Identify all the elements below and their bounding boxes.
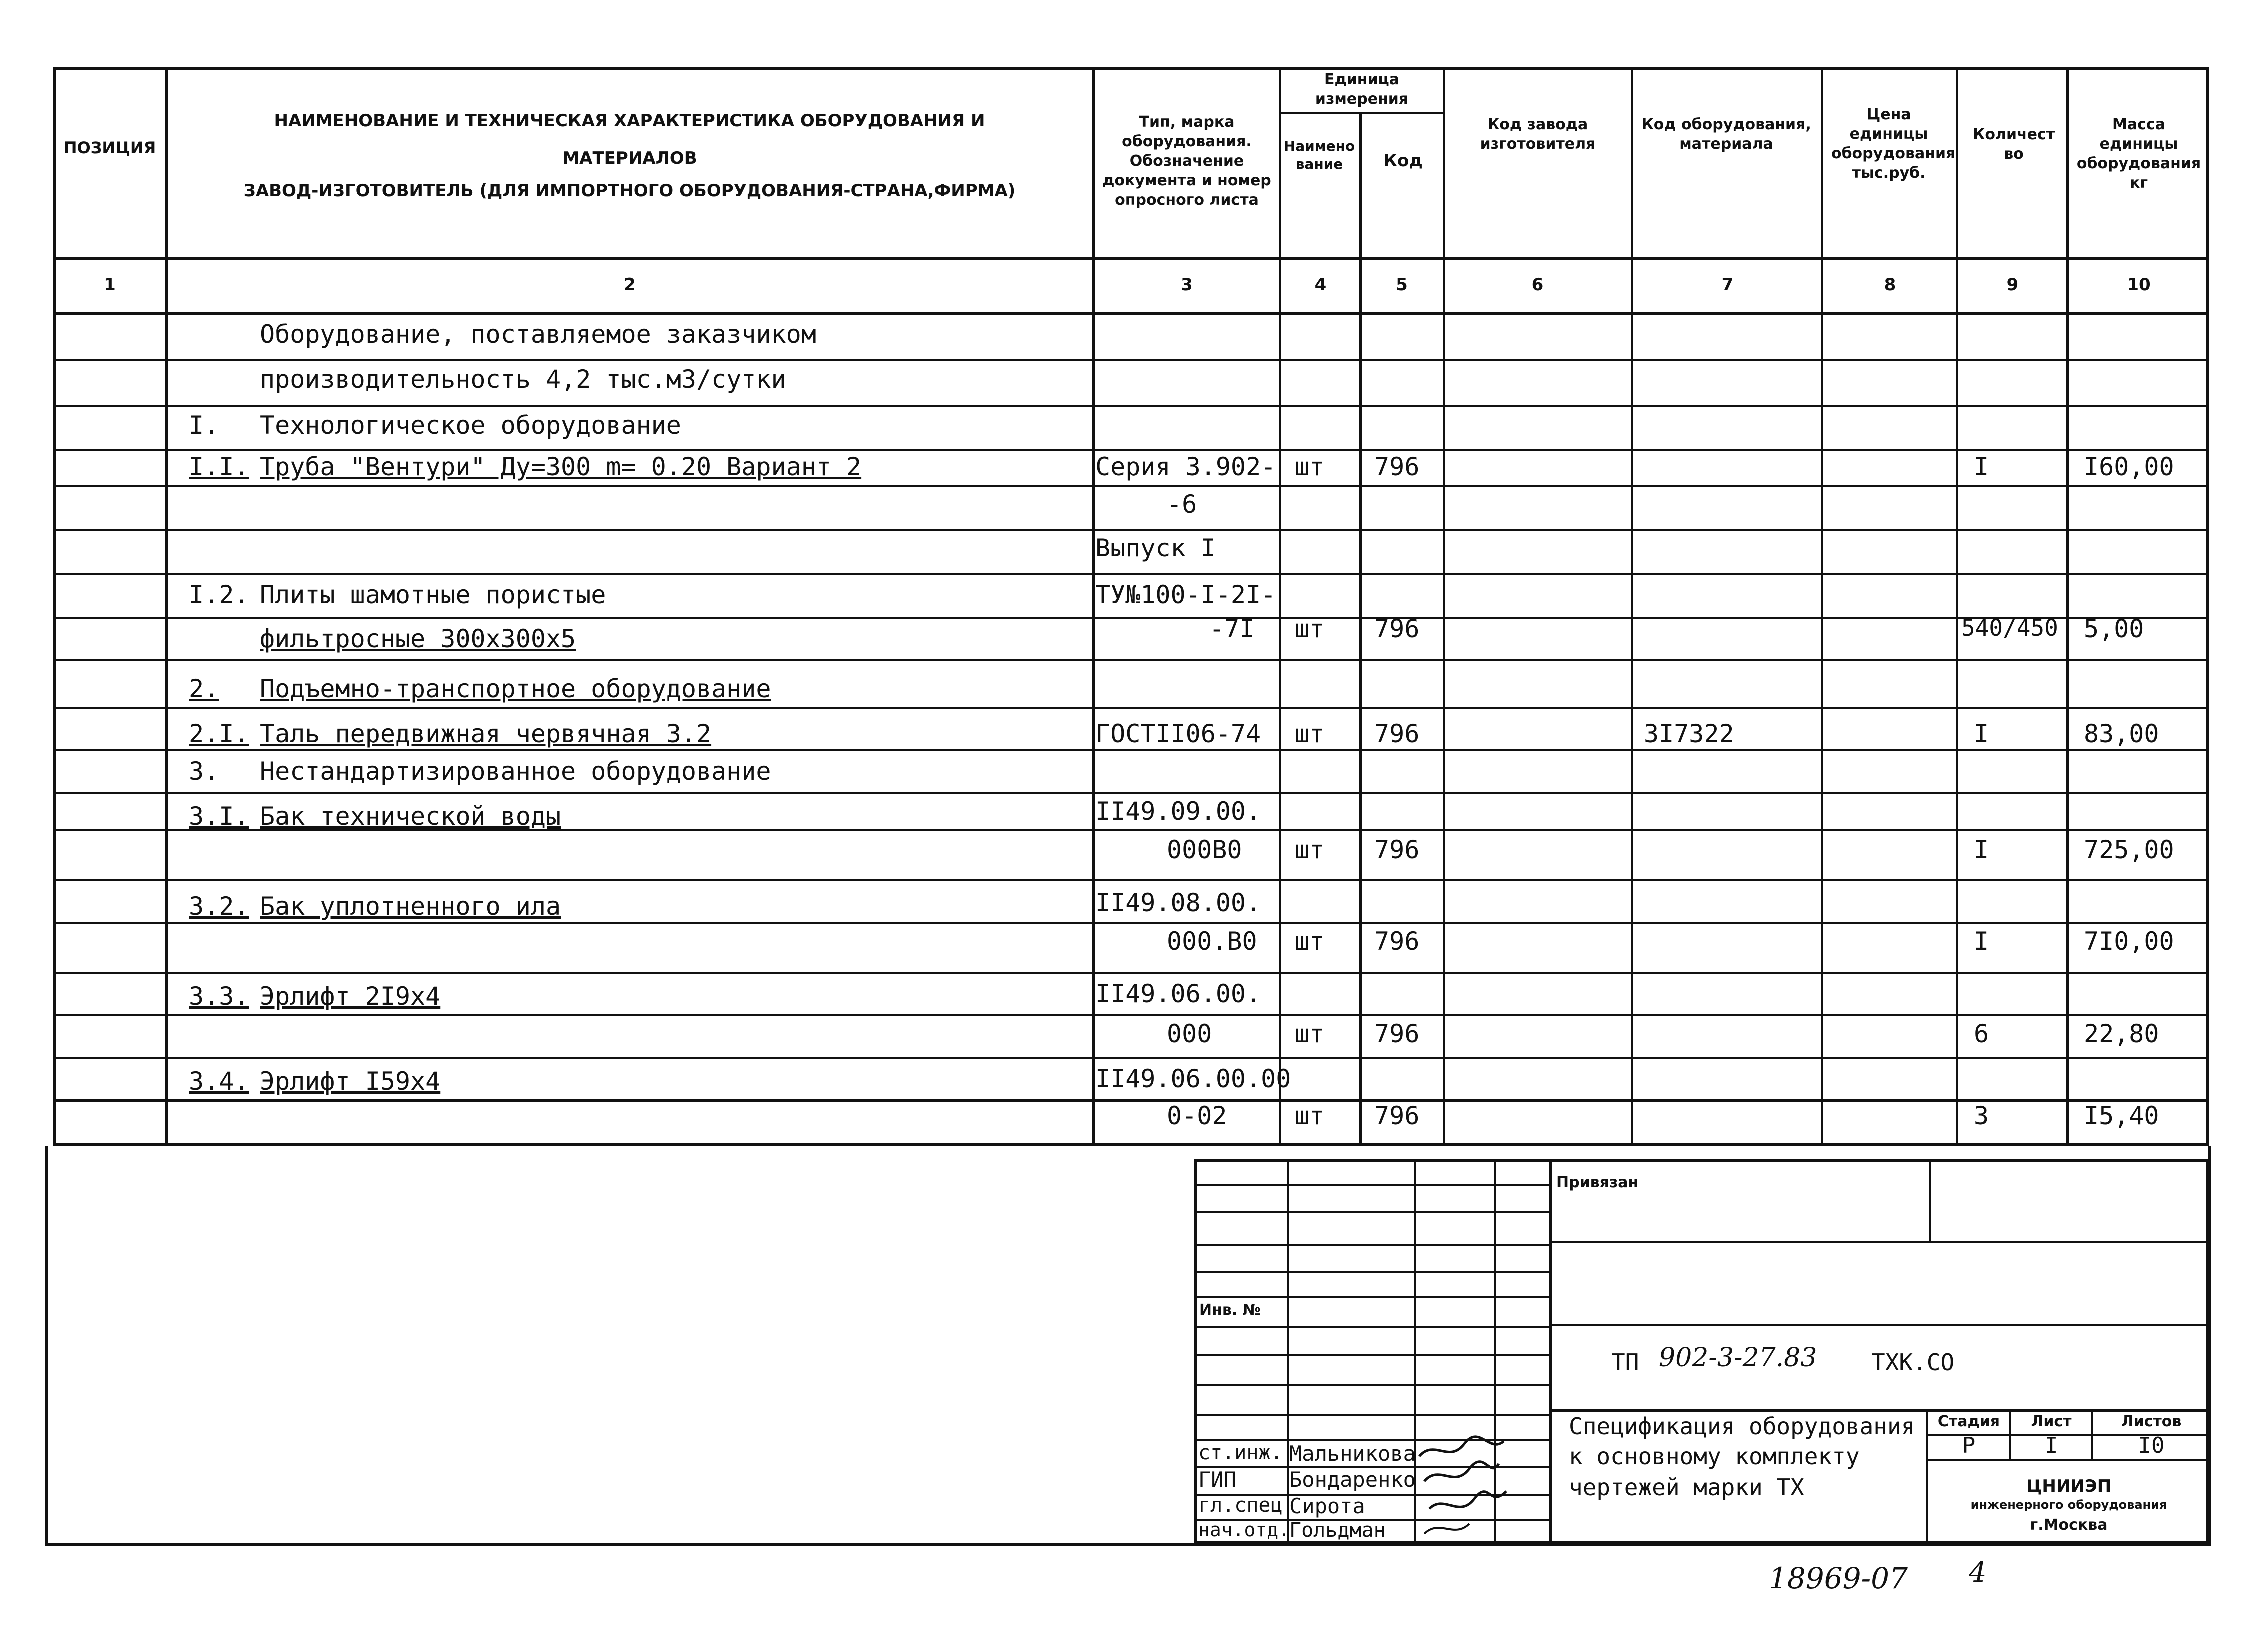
- item-unit-code: 796: [1374, 835, 1420, 864]
- stamp-line: [1194, 1271, 1549, 1273]
- item-position: 3.I.: [189, 802, 249, 831]
- item-quantity: I: [1974, 927, 1989, 956]
- stamp-line: [1926, 1409, 1928, 1544]
- col-line-8: [1956, 67, 1958, 1146]
- sheets-value: I0: [2138, 1433, 2165, 1458]
- item-type: II49.08.00.: [1095, 888, 1261, 917]
- item-type: ГОСТII06-74: [1095, 719, 1261, 748]
- item-type: -7I: [1209, 614, 1255, 643]
- header-bottom-line: [53, 257, 2209, 260]
- col8-header: Цена единицы оборудования тыс.руб.: [1831, 106, 1956, 182]
- item-name: Труба "Вентури" Ду=300 m= 0.20 Вариант 2: [260, 452, 862, 481]
- signature-2: [1424, 1462, 1499, 1481]
- item-name: Бак уплотненного ила: [260, 892, 561, 921]
- row-line: [53, 749, 2209, 751]
- col-number: 8: [1884, 275, 1896, 295]
- doc-number: 902-3-27.83: [1659, 1343, 1817, 1373]
- stage-value: Р: [1962, 1433, 1976, 1458]
- col6-header: Код завода изготовителя: [1480, 116, 1596, 153]
- person-name: Бондаренко: [1289, 1467, 1416, 1492]
- row-line: [53, 449, 2209, 451]
- item-position: 2.I.: [189, 719, 249, 748]
- item-position: 3.: [189, 757, 219, 786]
- row-line: [53, 573, 2209, 575]
- row-line: [53, 879, 2209, 881]
- page-number: 4: [1969, 1556, 1987, 1589]
- item-unit: шт: [1294, 452, 1325, 481]
- item-type: II49.09.00.: [1095, 797, 1261, 826]
- item-unit-code: 796: [1374, 452, 1420, 481]
- title-line1: Спецификация оборудования: [1569, 1413, 1915, 1440]
- item-position: I.2.: [189, 580, 249, 609]
- col-number: 5: [1396, 275, 1408, 295]
- doc-code: ТП: [1611, 1349, 1639, 1376]
- item-position: 3.2.: [189, 892, 249, 921]
- title-line3: чертежей марки ТХ: [1569, 1474, 1804, 1501]
- item-mass: 22,80: [2084, 1019, 2159, 1048]
- col2-header-line1: НАИМЕНОВАНИЕ И ТЕХНИЧЕСКАЯ ХАРАКТЕРИСТИКА ОБОРУДОВАНИЯ И: [274, 111, 985, 131]
- item-name: Оборудование, поставляемое заказчиком: [260, 320, 816, 349]
- stamp-line: [1549, 1409, 2209, 1412]
- stamp-line: [1194, 1244, 1549, 1246]
- item-mass: I5,40: [2084, 1101, 2159, 1130]
- archive-number: 18969-07: [1769, 1561, 1908, 1595]
- item-mass: 7I0,00: [2084, 927, 2174, 956]
- item-unit: шт: [1294, 927, 1325, 956]
- item-name: Технологическое оборудование: [260, 411, 681, 440]
- item-unit-code: 796: [1374, 1101, 1420, 1130]
- item-type: II49.06.00.: [1095, 979, 1261, 1008]
- item-position: 3.3.: [189, 982, 249, 1011]
- stamp-line: [1926, 1459, 2209, 1461]
- item-unit: шт: [1294, 1101, 1325, 1130]
- item-name: Эрлифт 2I9x4: [260, 982, 441, 1011]
- row-line: [53, 529, 2209, 531]
- item-quantity: I: [1974, 452, 1989, 481]
- org-line1: ЦНИИЭП: [2026, 1476, 2112, 1496]
- item-unit: шт: [1294, 614, 1325, 643]
- sheet-value: I: [2044, 1433, 2058, 1458]
- col-number: 1: [104, 275, 116, 295]
- item-type: 000B0: [1167, 835, 1242, 864]
- item-unit-code: 796: [1374, 719, 1420, 748]
- row-line: [53, 405, 2209, 407]
- person-role: нач.отд.: [1198, 1519, 1290, 1541]
- signature-1: [1419, 1437, 1504, 1456]
- col5-header: Код: [1383, 151, 1423, 171]
- col1-header: ПОЗИЦИЯ: [63, 138, 156, 157]
- item-position: I.: [189, 411, 219, 440]
- col-line-6: [1631, 67, 1633, 1146]
- inventory-label: Инв. №: [1199, 1301, 1261, 1319]
- item-type: -6: [1167, 490, 1197, 519]
- stamp-line: [1287, 1159, 1289, 1544]
- item-name: Бак технической воды: [260, 802, 561, 831]
- item-type: ТУ№100-I-2I-: [1095, 580, 1276, 609]
- row-line: [53, 922, 2209, 924]
- col4-header: Наименование: [1283, 138, 1355, 173]
- stamp-line: [1549, 1159, 1552, 1544]
- stamp-line: [1194, 1384, 1549, 1386]
- col-line-7: [1821, 67, 1823, 1146]
- col-line-4: [1359, 112, 1362, 1146]
- col3-header: Тип, марка оборудования. Обозначение документа и номер опросного листа: [1102, 113, 1271, 209]
- privyazan-label: Привязан: [1556, 1174, 1639, 1191]
- sheets-label: Листов: [2121, 1413, 2182, 1430]
- doc-suffix: ТХК.СО: [1871, 1349, 1955, 1376]
- row-line: [53, 659, 2209, 661]
- row-line: [53, 359, 2209, 361]
- stamp-line: [1194, 1354, 1549, 1356]
- item-quantity: I: [1974, 835, 1989, 864]
- row-line: [53, 1057, 2209, 1059]
- item-quantity: 3: [1974, 1101, 1989, 1130]
- col-line-1: [165, 67, 168, 1146]
- org-line3: г.Москва: [2030, 1516, 2108, 1534]
- col-line-5: [1443, 67, 1445, 1146]
- item-name: фильтросные 300x300x5: [260, 624, 576, 653]
- row-line: [53, 972, 2209, 974]
- stamp-line: [1549, 1241, 2209, 1243]
- item-quantity: I: [1974, 719, 1989, 748]
- item-type: 000.B0: [1167, 927, 1257, 956]
- col-number: 7: [1721, 275, 1734, 295]
- person-name: Сирота: [1289, 1494, 1365, 1518]
- col-number: 2: [624, 275, 636, 295]
- item-unit: шт: [1294, 835, 1325, 864]
- item-type: II49.06.00.00: [1095, 1064, 1291, 1093]
- item-type: 0-02: [1167, 1101, 1227, 1130]
- item-unit: шт: [1294, 1019, 1325, 1048]
- item-mass: I60,00: [2084, 452, 2174, 481]
- item-name: Подъемно-транспортное оборудование: [260, 674, 771, 703]
- col2-header-line3: ЗАВОД-ИЗГОТОВИТЕЛЬ (ДЛЯ ИМПОРТНОГО ОБОРУДОВАНИЯ-СТРАНА,ФИРМА): [243, 181, 1016, 201]
- stamp-line: [1194, 1184, 1549, 1186]
- item-position: I.I.: [189, 452, 249, 481]
- item-unit-code: 796: [1374, 614, 1420, 643]
- org-line2: инженерного оборудования: [1970, 1498, 2167, 1512]
- item-unit: шт: [1294, 719, 1325, 748]
- col-line-2: [1092, 67, 1095, 1146]
- col7-header: Код оборудования, материала: [1641, 116, 1811, 153]
- item-unit-code: 796: [1374, 927, 1420, 956]
- row-line: [53, 617, 2209, 619]
- item-type: Серия 3.902-: [1095, 452, 1276, 481]
- item-position: 3.4.: [189, 1067, 249, 1096]
- item-name: производительность 4,2 тыс.м3/сутки: [260, 365, 786, 394]
- col-number: 4: [1314, 275, 1327, 295]
- col-number: 10: [2127, 275, 2151, 295]
- stamp-line: [1194, 1414, 1549, 1416]
- person-role: гл.спец: [1198, 1494, 1283, 1517]
- item-quantity: 540/450: [1961, 614, 2058, 641]
- sheet-label: Лист: [2031, 1413, 2072, 1430]
- stamp-line: [1549, 1324, 2209, 1326]
- title-line2: к основному комплекту: [1569, 1443, 1860, 1470]
- col-number: 9: [2006, 275, 2019, 295]
- col9-header: Количество: [1972, 126, 2055, 163]
- item-mass: 725,00: [2084, 835, 2174, 864]
- person-name: Мальникова: [1289, 1441, 1416, 1466]
- person-role: ГИП: [1198, 1467, 1236, 1492]
- item-name: Эрлифт I59x4: [260, 1067, 441, 1096]
- item-equipment-code: 3I7322: [1644, 719, 1734, 748]
- unit-group-header: Единица измерения: [1315, 71, 1409, 108]
- person-name: Гольдман: [1289, 1519, 1386, 1542]
- col2-header-line2: МАТЕРИАЛОВ: [562, 148, 697, 168]
- col10-header: Масса единицы оборудования кг: [2076, 116, 2201, 192]
- item-name: Нестандартизированное оборудование: [260, 757, 771, 786]
- item-type: Выпуск I: [1095, 534, 1216, 562]
- item-name: Плиты шамотные пористые: [260, 580, 606, 609]
- row-line: [53, 707, 2209, 709]
- item-position: 2.: [189, 674, 219, 703]
- item-quantity: 6: [1974, 1019, 1989, 1048]
- item-unit-code: 796: [1374, 1019, 1420, 1048]
- item-type: 000: [1167, 1019, 1212, 1048]
- stage-label: Стадия: [1937, 1413, 2000, 1430]
- row-line: [53, 485, 2209, 487]
- person-role: ст.инж.: [1198, 1441, 1283, 1464]
- stamp-line: [1929, 1159, 1931, 1241]
- col-number: 3: [1181, 275, 1193, 295]
- number-row-line: [53, 312, 2209, 315]
- item-mass: 83,00: [2084, 719, 2159, 748]
- col-number: 6: [1531, 275, 1544, 295]
- stamp-line: [1194, 1296, 1549, 1298]
- stamp-line: [1194, 1326, 1549, 1328]
- signature-marks: [1414, 1434, 1514, 1544]
- signature-3: [1429, 1491, 1506, 1509]
- col-line-3: [1279, 67, 1281, 1146]
- row-line: [53, 1014, 2209, 1016]
- item-mass: 5,00: [2084, 614, 2144, 643]
- signature-4: [1424, 1524, 1469, 1534]
- stamp-line: [1194, 1211, 1549, 1213]
- row-line: [53, 1099, 2209, 1102]
- row-line: [53, 792, 2209, 794]
- item-name: Таль передвижная червячная 3.2: [260, 719, 712, 748]
- col-line-9: [2066, 67, 2069, 1146]
